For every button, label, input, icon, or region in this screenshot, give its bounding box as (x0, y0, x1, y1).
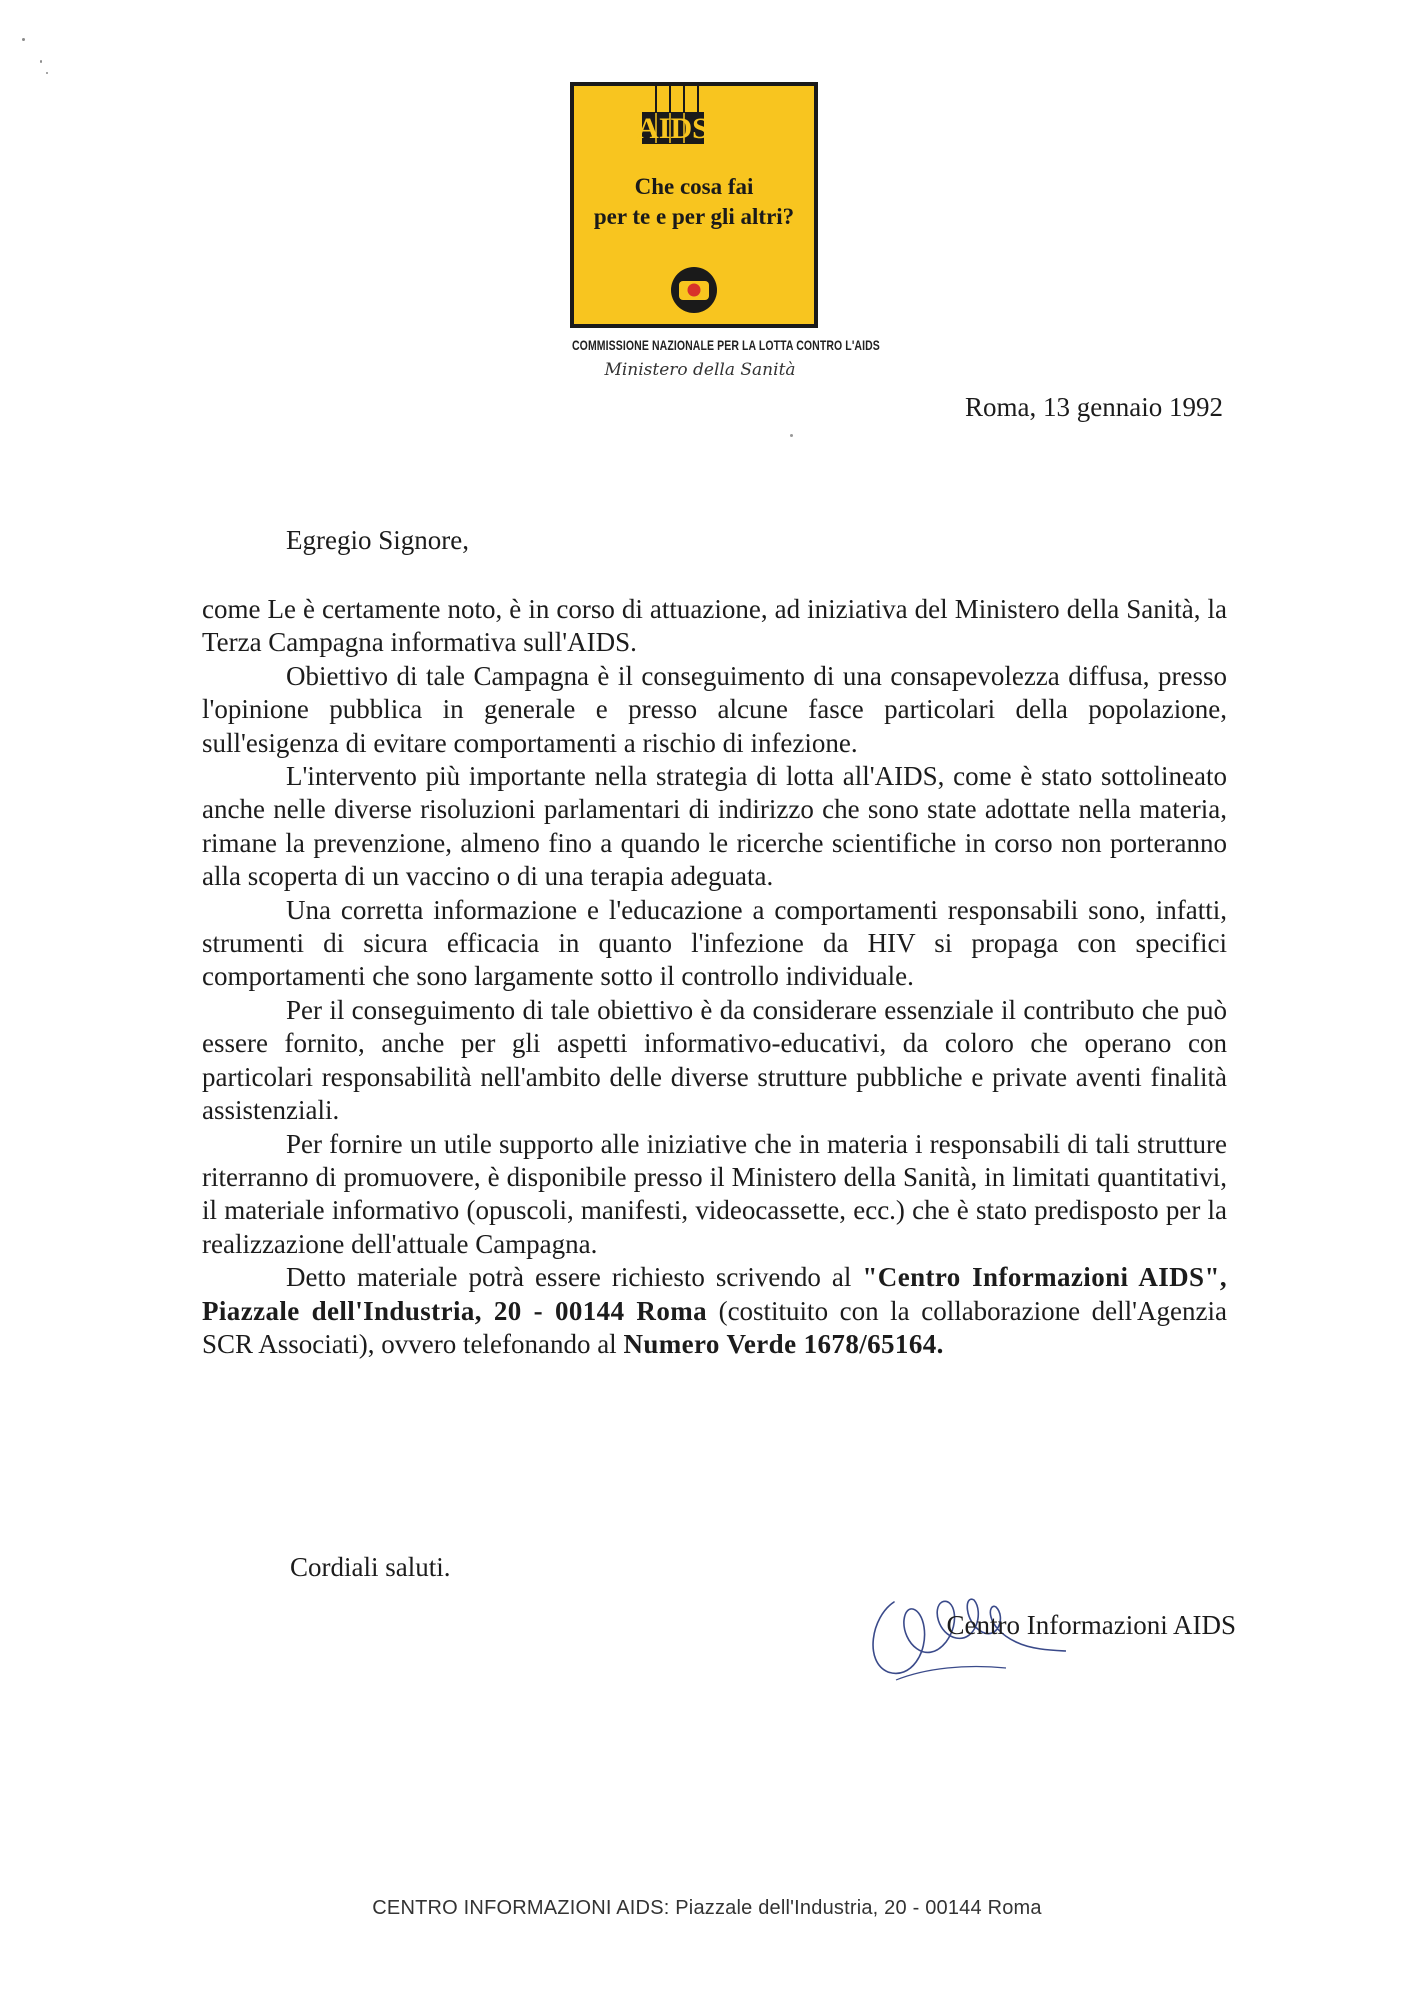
logo-slogan-line1: Che cosa fai (634, 174, 754, 199)
closing: Cordiali saluti. (290, 1552, 451, 1582)
contact-lead: Detto materiale potrà essere richiesto scrivendo al (286, 1262, 863, 1293)
paragraph: L'intervento più importante nella strategia di lotta all'AIDS, come è stato sottolineato anche nelle diverse risoluzioni parlamentari di indirizzo che sono state adottate nella materia, rimane la prevenzione, almeno fino a quando le ricerche scientifiche in corso non porteranno alla scoperta di un vaccino o di una terapia adeguata. (202, 761, 1227, 892)
contact-phone: Numero Verde 1678/65164. (623, 1328, 944, 1359)
scan-speck (40, 60, 42, 63)
scan-dot (790, 434, 793, 437)
letter-date: Roma, 13 gennaio 1992 (965, 392, 1223, 422)
campaign-logo (570, 82, 818, 328)
scan-speck (46, 72, 48, 74)
letter-footer: CENTRO INFORMAZIONI AIDS: Piazzale dell'Industria, 20 - 00144 Roma (372, 1897, 1042, 1919)
scan-speck (22, 38, 25, 41)
signature-name: Centro Informazioni AIDS (946, 1610, 1236, 1640)
logo-ministry-script: Ministero della Sanità (604, 360, 796, 380)
signature-block (866, 1572, 1236, 1692)
letter-body (202, 593, 1227, 1361)
paragraph: Per il conseguimento di tale obiettivo è da considerare essenziale il contributo che può essere fornito, anche per gli aspetti informativo-educativi, da coloro che operano con particolari responsabilità nell'ambito delle diverse strutture pubbliche e private aventi finalità assistenziali. (202, 994, 1227, 1126)
paragraph: come Le è certamente noto, è in corso di attuazione, ad iniziativa del Ministero della Sanità, la Terza Campagna informativa sull'AIDS. (202, 594, 1227, 658)
contact-middle: (costituito con la collaborazione dell'Agenzia SCR Associati), ovvero telefonando al (202, 1295, 1227, 1359)
emblem-icon (671, 267, 717, 313)
paragraph: Una corretta informazione e l'educazione a comportamenti responsabili sono, infatti, strumenti di sicura efficacia in quanto l'infezione da HIV si propaga con specifici comportamenti che sono largamente sotto il controllo individuale. (202, 894, 1227, 992)
paragraph: Per fornire un utile supporto alle iniziative che in materia i responsabili di tali strutture riterranno di promuovere, è disponibile presso il Ministero della Sanità, in limitati quantitativi, il materiale informativo (opuscoli, manifesti, videocassette, ecc.) che è stato predisposto per la realizzazione dell'attuale Campagna. (202, 1128, 1227, 1259)
campaign-logo-graphic (570, 82, 818, 328)
logo-caption: COMMISSIONE NAZIONALE PER LA LOTTA CONTRO L'AIDS (572, 338, 880, 355)
paragraph-contact (202, 1261, 1227, 1361)
logo-slogan-line2: per te e per gli altri? (593, 204, 795, 229)
contact-address: "Centro Informazioni AIDS", Piazzale dell'Industria, 20 - 00144 Roma (202, 1262, 1227, 1326)
salutation: Egregio Signore, (286, 525, 469, 555)
paragraph: Obiettivo di tale Campagna è il conseguimento di una consapevolezza diffusa, presso l'opinione pubblica in generale e presso alcune fasce particolari della popolazione, sull'esigenza di evitare comportamenti a rischio di infezione. (202, 660, 1227, 758)
aids-badge: AIDS (637, 112, 709, 145)
